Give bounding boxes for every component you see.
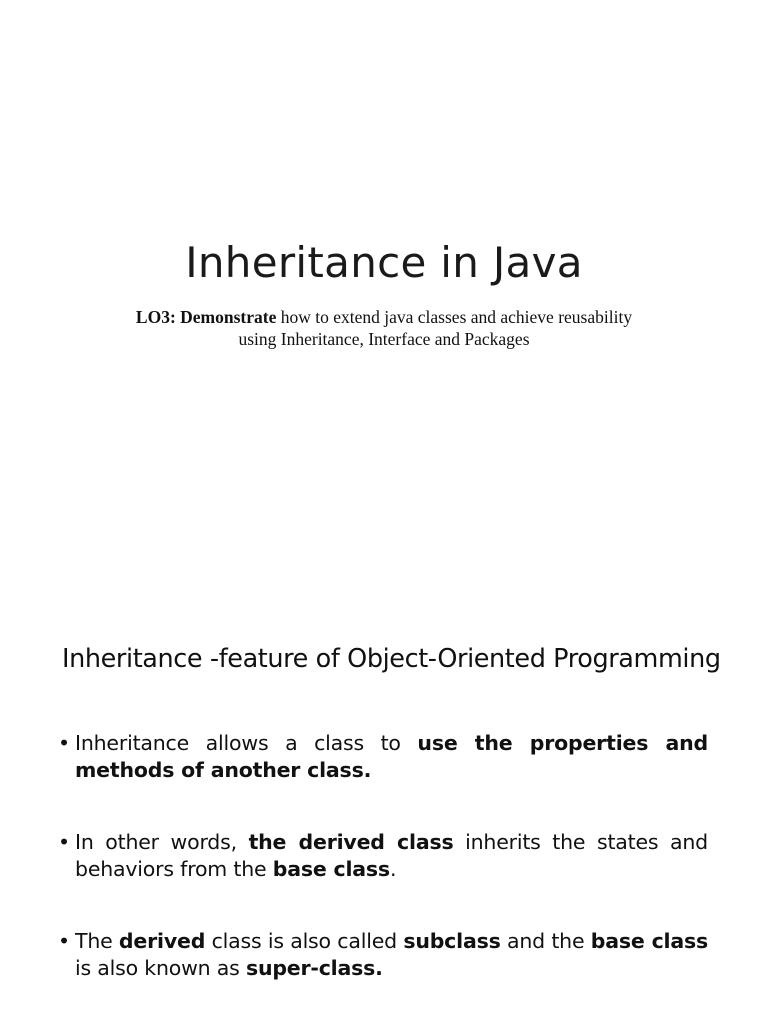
- bullet-text: Inheritance allows a class to: [75, 731, 418, 755]
- bullet-emphasis: super-class.: [245, 956, 383, 980]
- bullet-item-subclass-superclass: [58, 928, 708, 982]
- bullet-emphasis: derived: [118, 929, 206, 953]
- bullet-emphasis: base class: [590, 929, 709, 953]
- bullet-text: and the: [500, 929, 591, 953]
- bullet-text: is also known as: [75, 956, 246, 980]
- bullet-emphasis: base class: [272, 857, 390, 881]
- learning-objective: [84, 306, 684, 350]
- slide-title: Inheritance in Java: [185, 238, 583, 287]
- bullet-item-derived-class: [58, 829, 708, 883]
- bullet-text: .: [389, 857, 397, 881]
- bullet-item-inheritance-definition: [58, 730, 708, 784]
- bullet-list: [58, 730, 708, 1027]
- bullet-emphasis: use the properties and methods of another class.: [75, 731, 708, 782]
- content-slide: [0, 576, 768, 1024]
- bullet-text: The: [75, 929, 119, 953]
- bullet-text: In other words,: [75, 830, 249, 854]
- bullet-text: class is also called: [205, 929, 404, 953]
- objective-label: LO3: Demonstrate: [135, 307, 277, 327]
- bullet-emphasis: the derived class: [248, 830, 454, 854]
- bullet-text: inherits the states and behaviors from the: [75, 830, 708, 881]
- objective-text-line-1: how to extend java classes and achieve reusability: [280, 307, 633, 327]
- slide-heading: Inheritance -feature of Object-Oriented Programming: [62, 644, 721, 674]
- bullet-emphasis: subclass: [403, 929, 501, 953]
- objective-text-line-2: using Inheritance, Interface and Packages: [238, 329, 530, 349]
